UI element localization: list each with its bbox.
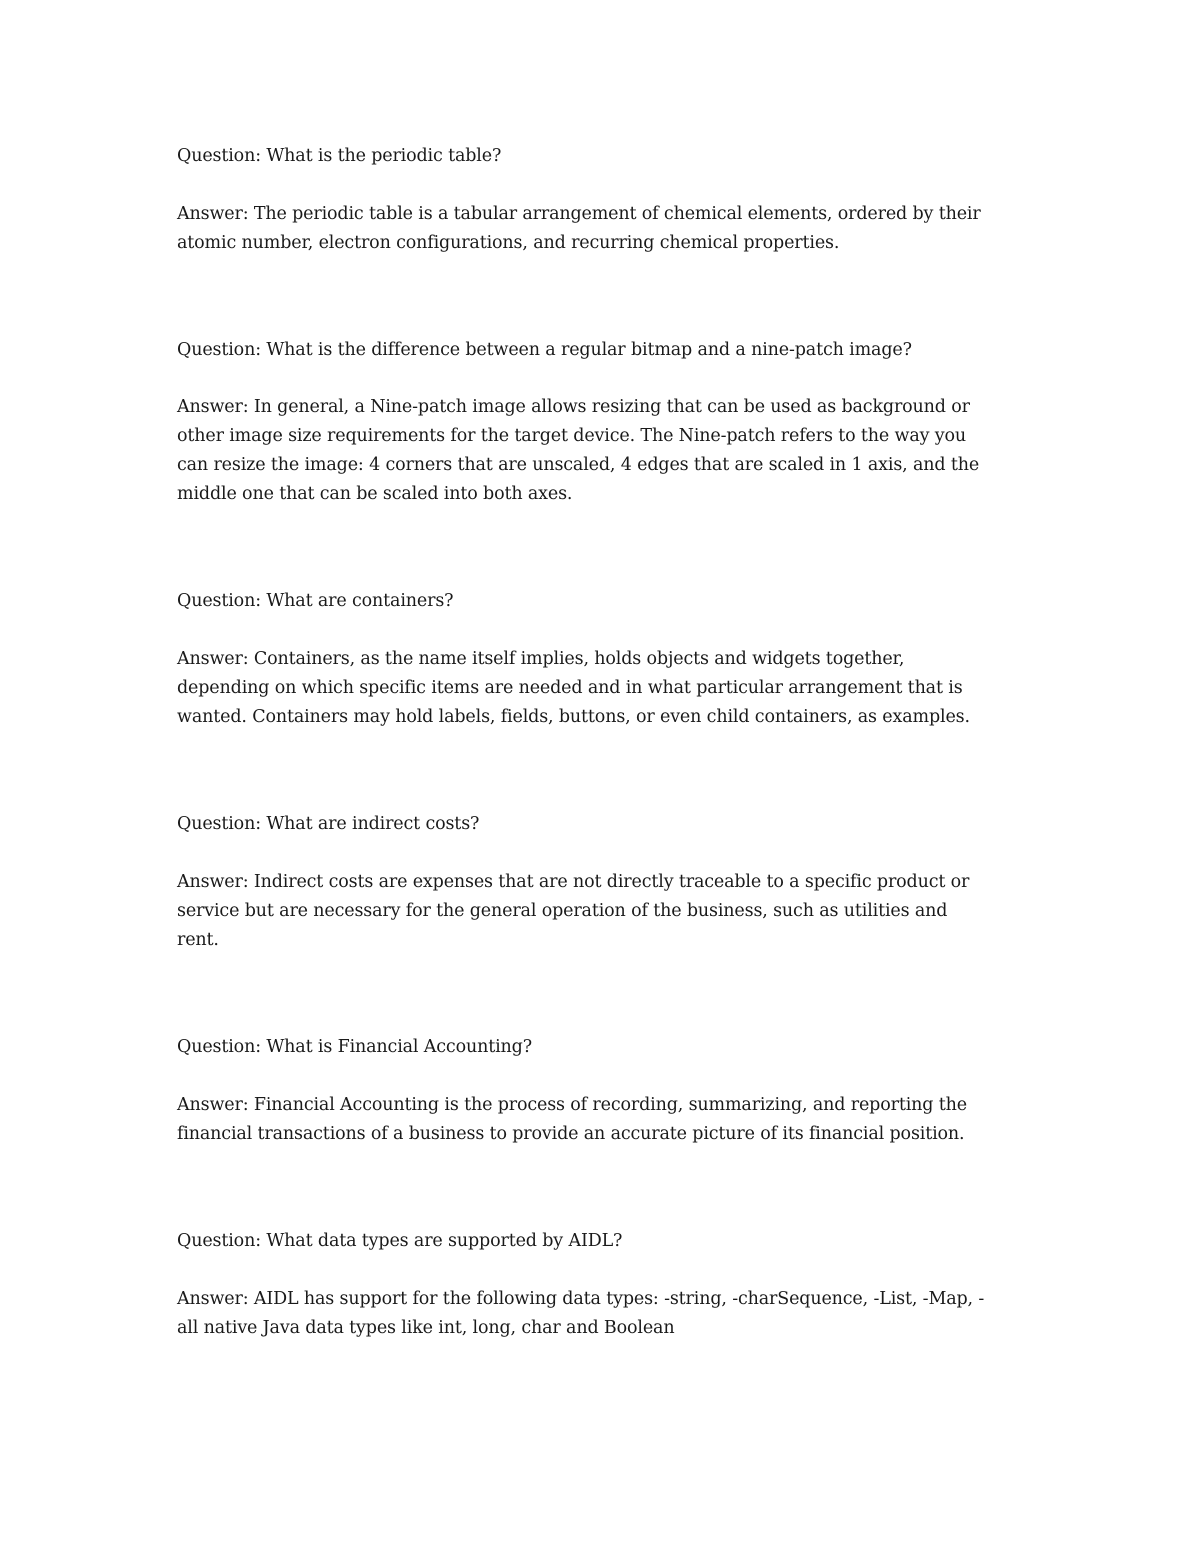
answer-line: Answer: The periodic table is a tabular arrangement of chemical elements, ordered by their [177,204,981,224]
answer-line: middle one that can be scaled into both axes. [177,484,573,504]
answer-line: all native Java data types like int, long, char and Boolean [177,1318,675,1338]
answer-line: can resize the image: 4 corners that are unscaled, 4 edges that are scaled in 1 axis, and the [177,455,980,475]
answer-line: financial transactions of a business to provide an accurate picture of its financial position. [177,1124,965,1144]
answer-line: Answer: Indirect costs are expenses that are not directly traceable to a specific product or [177,872,970,892]
question-text: Question: What are containers? [177,591,454,611]
answer-line: Answer: Containers, as the name itself implies, holds objects and widgets together, [177,649,905,669]
answer-line: wanted. Containers may hold labels, fields, buttons, or even child containers, as examples. [177,707,970,727]
question-text: Question: What are indirect costs? [177,814,480,834]
answer-line: Answer: Financial Accounting is the process of recording, summarizing, and reporting the [177,1095,967,1115]
question-text: Question: What is Financial Accounting? [177,1037,532,1057]
question-text: Question: What is the periodic table? [177,146,502,166]
answer-line: Answer: AIDL has support for the following data types: -string, -charSequence, -List, -Map, - [177,1289,985,1309]
answer-line: depending on which specific items are needed and in what particular arrangement that is [177,678,963,698]
answer-line: other image size requirements for the target device. The Nine-patch refers to the way you [177,426,967,446]
answer-line: atomic number, electron configurations, and recurring chemical properties. [177,233,840,253]
question-text: Question: What data types are supported by AIDL? [177,1231,623,1251]
answer-line: Answer: In general, a Nine-patch image allows resizing that can be used as background or [177,397,970,417]
answer-line: rent. [177,930,219,950]
question-text: Question: What is the difference between a regular bitmap and a nine-patch image? [177,340,912,360]
answer-line: service but are necessary for the general operation of the business, such as utilities and [177,901,948,921]
